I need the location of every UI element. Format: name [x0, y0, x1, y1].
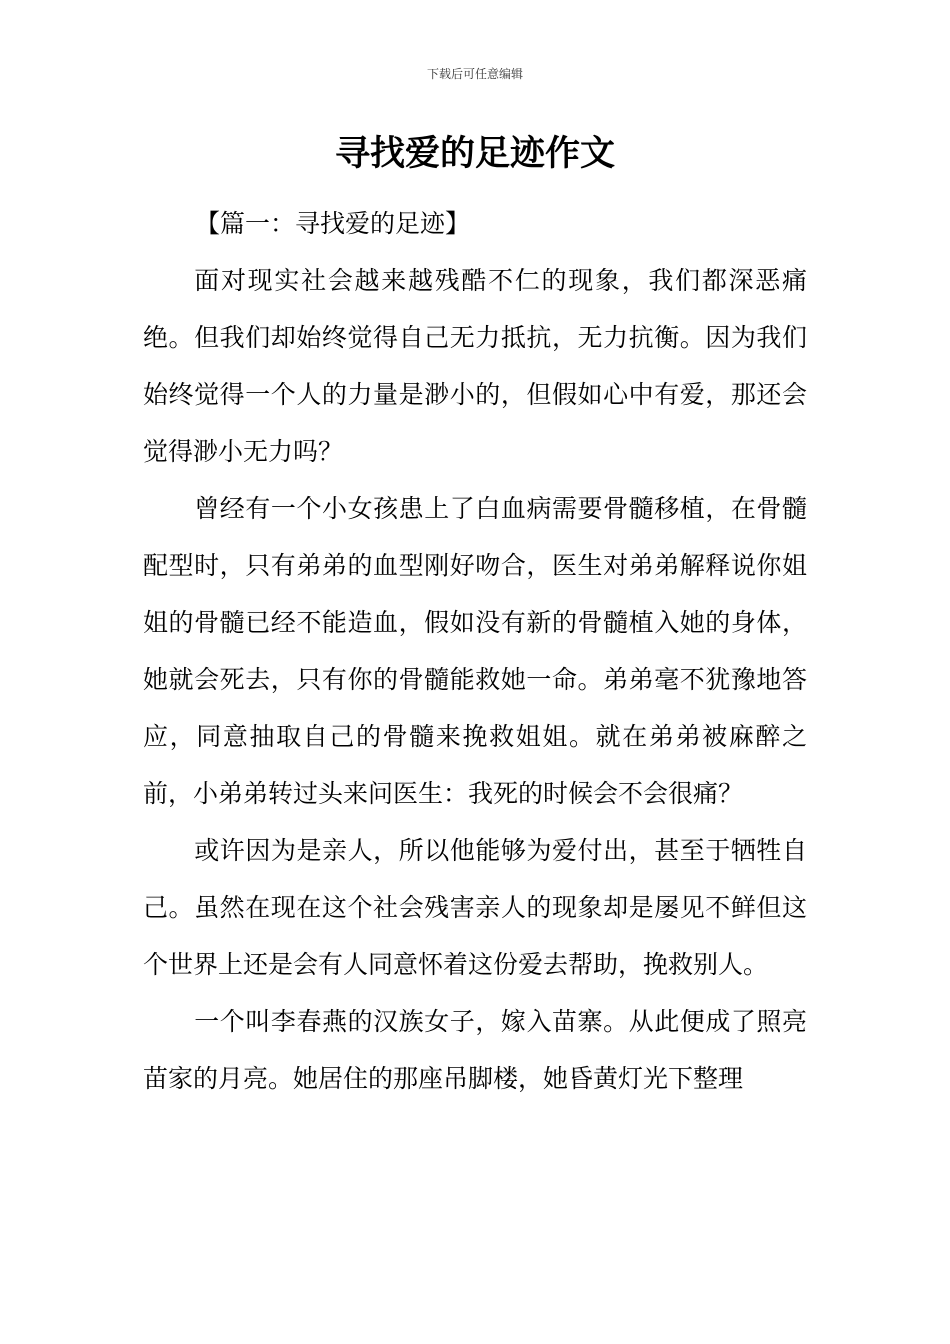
- header-note: 下载后可任意编辑: [426, 67, 523, 81]
- section-heading: 【篇一：寻找爱的足迹】: [195, 209, 471, 238]
- document-body: [143, 195, 807, 1107]
- paragraph-3: 或许因为是亲人，所以他能够为爱付出，甚至于牺牲自己。虽然在现在这个社会残害亲人的现象却是屡见不鲜但这个世界上还是会有人同意怀着这份爱去帮助，挽救别人。: [143, 836, 807, 979]
- paragraph-4: 一个叫李春燕的汉族女子，嫁入苗寨。从此便成了照亮苗家的月亮。她居住的那座吊脚楼，她昏黄灯光下整理: [143, 1007, 807, 1093]
- document-title: 寻找爱的足迹作文: [334, 134, 615, 174]
- paragraph-1: 面对现实社会越来越残酷不仁的现象，我们都深恶痛绝。但我们却始终觉得自己无力抵抗，无力抗衡。因为我们始终觉得一个人的力量是渺小的，但假如心中有爱，那还会觉得渺小无力吗？: [143, 266, 807, 466]
- paragraph-2: 曾经有一个小女孩患上了白血病需要骨髓移植，在骨髓配型时，只有弟弟的血型刚好吻合，医生对弟弟解释说你姐姐的骨髓已经不能造血，假如没有新的骨髓植入她的身体，她就会死去，只有你的骨髓能救她一命。弟弟毫不犹豫地答应，同意抽取自己的骨髓来挽救姐姐。就在弟弟被麻醉之前，小弟弟转过头来问医生：我死的时候会不会很痛？: [143, 494, 807, 808]
